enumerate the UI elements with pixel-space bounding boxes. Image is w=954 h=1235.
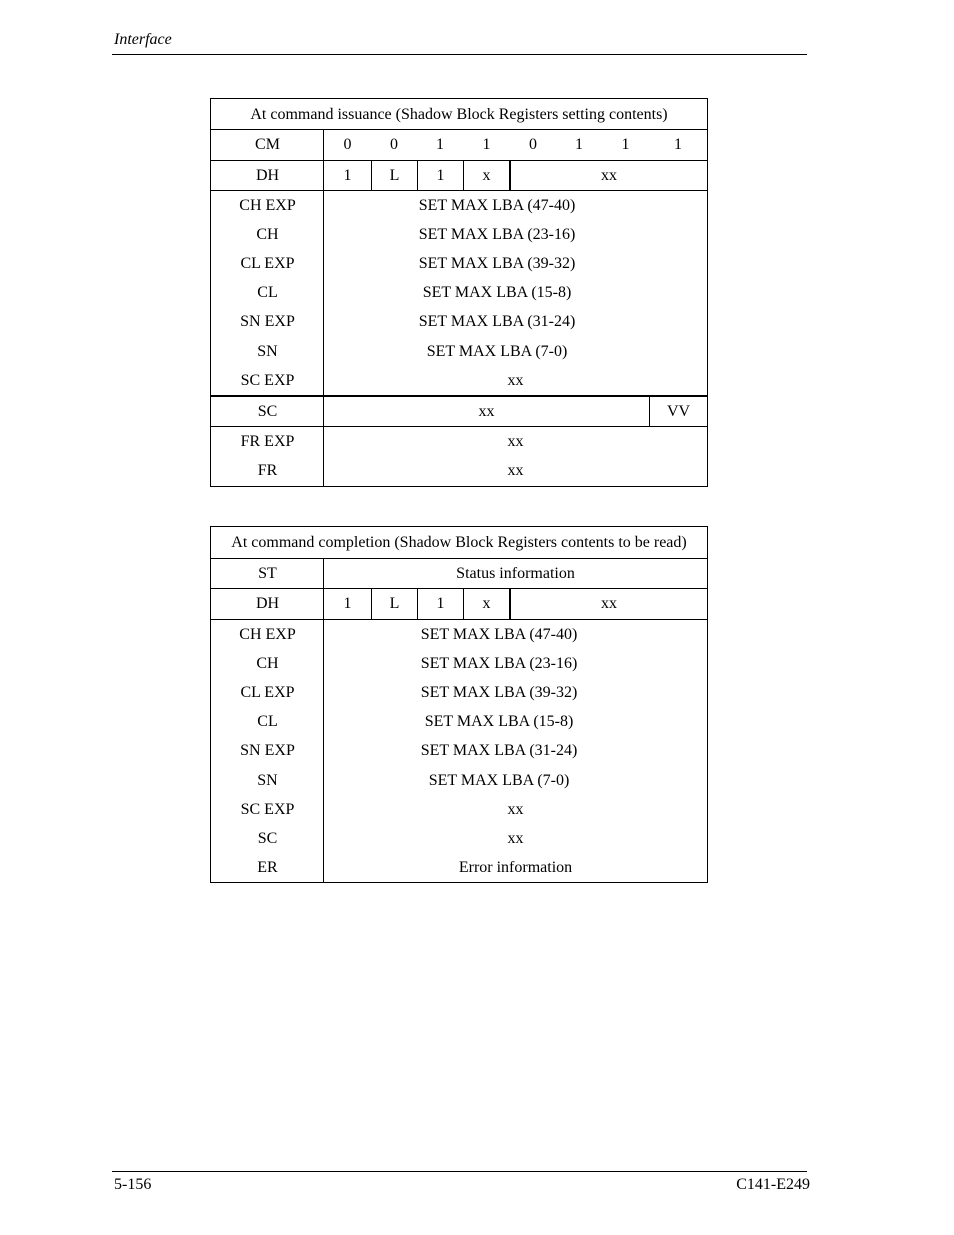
register-label: CL EXP bbox=[240, 683, 295, 701]
register-value: SET MAX LBA (23-16) bbox=[418, 225, 576, 243]
dh-label: DH bbox=[255, 166, 280, 184]
register-value: SET MAX LBA (47-40) bbox=[420, 625, 578, 643]
cm-bit-3: 0 bbox=[529, 136, 537, 153]
register-row bbox=[211, 279, 707, 308]
register-label: CL EXP bbox=[240, 254, 295, 272]
register-row bbox=[211, 678, 707, 707]
register-row bbox=[211, 854, 707, 883]
register-label: SC EXP bbox=[240, 371, 295, 389]
register-label: SN EXP bbox=[240, 313, 295, 331]
register-row bbox=[211, 337, 707, 366]
register-row bbox=[211, 766, 707, 795]
dh-bit-4: x bbox=[463, 589, 509, 619]
dh-row bbox=[211, 589, 707, 619]
register-value: Error information bbox=[458, 859, 573, 877]
register-value: SET MAX LBA (23-16) bbox=[420, 654, 578, 672]
sc-flag: VV bbox=[649, 397, 707, 426]
register-row bbox=[211, 308, 707, 337]
register-label: SN bbox=[257, 342, 278, 360]
sc-label: SC bbox=[257, 402, 278, 420]
register-row bbox=[211, 427, 707, 457]
register-value: SET MAX LBA (39-32) bbox=[420, 683, 578, 701]
st-row bbox=[211, 559, 707, 588]
dh-bit-5: 1 bbox=[417, 161, 463, 190]
register-label: CH bbox=[256, 225, 279, 243]
cm-label: CM bbox=[255, 136, 280, 153]
cm-bit-6: 0 bbox=[390, 136, 398, 153]
register-row bbox=[211, 457, 707, 487]
page-number: 5-156 bbox=[114, 1176, 152, 1193]
register-value: SET MAX LBA (47-40) bbox=[418, 196, 576, 214]
document-code: C141-E249 bbox=[736, 1176, 810, 1193]
column-divider bbox=[323, 559, 324, 882]
header-rule bbox=[112, 54, 807, 55]
dh-low-bits: xx bbox=[509, 161, 707, 190]
register-label: CL bbox=[257, 284, 278, 302]
dh-bit-7: 1 bbox=[343, 166, 352, 184]
register-label: SC EXP bbox=[240, 800, 295, 818]
register-value: SET MAX LBA (31-24) bbox=[420, 742, 578, 760]
page-header-title: Interface bbox=[114, 31, 172, 48]
register-label: ER bbox=[257, 859, 278, 877]
dh-bit-4: x bbox=[463, 161, 509, 190]
register-row bbox=[211, 249, 707, 278]
dh-low-bits: xx bbox=[509, 589, 707, 619]
register-label: FR bbox=[257, 462, 278, 480]
register-row bbox=[211, 649, 707, 678]
st-label: ST bbox=[258, 564, 277, 582]
cm-bit-7: 0 bbox=[343, 136, 352, 153]
footer-rule bbox=[112, 1171, 807, 1172]
register-value: SET MAX LBA (15-8) bbox=[424, 713, 574, 731]
register-row bbox=[211, 795, 707, 824]
completion-register-table bbox=[210, 526, 708, 883]
cm-bit-4: 1 bbox=[482, 136, 491, 153]
cm-bit-2: 1 bbox=[575, 136, 583, 153]
dh-bit-6: L bbox=[371, 589, 417, 619]
register-value: SET MAX LBA (39-32) bbox=[418, 254, 576, 272]
dh-bit-5: 1 bbox=[417, 589, 463, 619]
sc-row bbox=[211, 397, 707, 426]
register-row bbox=[211, 366, 707, 395]
register-row bbox=[211, 620, 707, 649]
register-value: SET MAX LBA (31-24) bbox=[418, 313, 576, 331]
dh-label: DH bbox=[255, 595, 280, 612]
cm-row bbox=[211, 130, 707, 160]
register-value: xx bbox=[507, 829, 524, 847]
register-value: xx bbox=[507, 432, 524, 450]
dh-row bbox=[211, 161, 707, 190]
register-label: CH EXP bbox=[239, 196, 296, 214]
column-divider bbox=[323, 130, 324, 486]
register-label: FR EXP bbox=[240, 432, 295, 450]
cm-bit-0: 1 bbox=[674, 136, 682, 153]
register-value: xx bbox=[507, 462, 524, 480]
cm-bit-5: 1 bbox=[436, 136, 444, 153]
register-value: SET MAX LBA (7-0) bbox=[426, 342, 568, 360]
register-value: xx bbox=[507, 800, 524, 818]
register-row bbox=[211, 737, 707, 766]
register-value: xx bbox=[507, 371, 524, 389]
register-row bbox=[211, 708, 707, 737]
register-label: CH bbox=[256, 654, 279, 672]
st-value: Status information bbox=[456, 564, 575, 582]
register-row bbox=[211, 220, 707, 249]
issuance-caption: At command issuance (Shadow Block Registers setting contents) bbox=[250, 105, 668, 123]
register-row bbox=[211, 191, 707, 220]
dh-bit-7: 1 bbox=[343, 595, 352, 612]
register-label: CH EXP bbox=[239, 625, 296, 643]
issuance-register-table bbox=[210, 98, 708, 487]
register-row bbox=[211, 824, 707, 853]
register-label: SN bbox=[257, 771, 278, 789]
register-value: SET MAX LBA (7-0) bbox=[428, 771, 570, 789]
dh-bit-6: L bbox=[371, 161, 417, 190]
completion-caption: At command completion (Shadow Block Registers contents to be read) bbox=[231, 533, 687, 551]
register-label: CL bbox=[257, 713, 278, 731]
register-label: SC bbox=[257, 829, 278, 847]
register-label: SN EXP bbox=[240, 742, 295, 760]
register-value: SET MAX LBA (15-8) bbox=[422, 284, 572, 302]
cm-bit-1: 1 bbox=[621, 136, 630, 153]
sc-value: xx bbox=[478, 402, 495, 420]
